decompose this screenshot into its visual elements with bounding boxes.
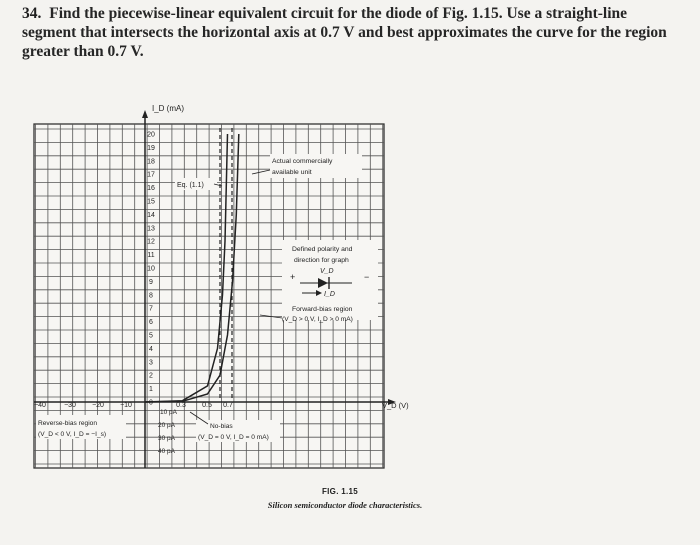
x-tick-minus-40: −40 (34, 402, 46, 409)
no-bias-line2: (V_D = 0 V, I_D = 0 mA) (198, 434, 269, 441)
eq-label: Eq. (1.1) (177, 182, 204, 189)
y-tick-label: 13 (147, 225, 155, 233)
no-bias-line1: No-bias (210, 423, 233, 430)
vd-symbol: V_D (320, 268, 334, 275)
forward-line2: (V_D > 0 V, I_D > 0 mA) (282, 316, 353, 323)
x-tick-minus-30: −30 (64, 402, 76, 409)
y-tick-label: 11 (147, 252, 155, 260)
figure-number: FIG. 1.15 (321, 487, 359, 496)
x-tick-0-7: 0.7 (223, 402, 233, 409)
eq-annotation (175, 178, 222, 190)
reverse-bias-annotation (36, 415, 126, 439)
x-tick-0-3: 0.3 (176, 402, 186, 409)
y-axis-label: I_D (mA) (152, 104, 184, 113)
y-axis-arrow (142, 110, 148, 118)
y-tick-label: 12 (147, 238, 155, 246)
tick-30pa: 30 pA (158, 435, 175, 442)
polarity-line2: direction for graph (294, 257, 349, 264)
y-tick-label: 5 (149, 332, 153, 340)
figure-caption (0, 487, 700, 510)
problem-number: 34. (22, 5, 42, 22)
tick-40pa: 40 pA (158, 448, 175, 455)
y-tick-label: 8 (149, 292, 153, 300)
y-tick-label: 3 (149, 359, 153, 367)
y-tick-label: 7 (149, 305, 153, 313)
y-tick-label: 20 (147, 131, 155, 139)
y-tick-label: 16 (147, 185, 155, 193)
x-tick-minus-10: −10 (120, 402, 132, 409)
forward-line1: Forward-bias region (292, 306, 353, 313)
problem-text: Find the piecewise-linear equivalent circuit for the diode of Fig. 1.15. Use a straight-line segment that intersects the horizontal axis at 0.7 V and best approximates the curve for the region greater than 0.7 V. (22, 5, 667, 60)
figure-title: Silicon semiconductor diode characteristics. (267, 500, 423, 510)
plus-sign: + (290, 272, 296, 282)
id-symbol: I_D (324, 291, 335, 298)
tick-10pa: 10 pA (160, 409, 177, 416)
y-tick-label: 18 (147, 158, 155, 166)
y-tick-label: 14 (147, 211, 155, 219)
x-tick-minus-20: −20 (92, 402, 104, 409)
x-tick-0-5: 0.5 (202, 402, 212, 409)
polarity-line1: Defined polarity and (292, 246, 353, 253)
reverse-line2: (V_D < 0 V, I_D = −I_s) (38, 431, 107, 438)
actual-label-line1: Actual commercially (272, 158, 333, 165)
y-tick-label: 6 (149, 319, 153, 327)
y-tick-label: 0 (149, 399, 153, 407)
y-tick-label: 2 (149, 372, 153, 380)
reverse-line1: Reverse-bias region (38, 420, 98, 427)
y-tick-label: 1 (149, 386, 153, 394)
actual-label-line2: available unit (272, 169, 312, 176)
x-axis-label: V_D (V) (382, 401, 409, 410)
y-tick-label: 4 (149, 345, 153, 353)
y-tick-label: 19 (147, 144, 155, 152)
tick-20pa: 20 pA (158, 422, 175, 429)
y-tick-label: 9 (149, 278, 153, 286)
y-tick-label: 10 (147, 265, 155, 273)
minus-sign: − (364, 272, 370, 282)
y-tick-label: 17 (147, 171, 155, 179)
y-tick-label: 15 (147, 198, 155, 206)
